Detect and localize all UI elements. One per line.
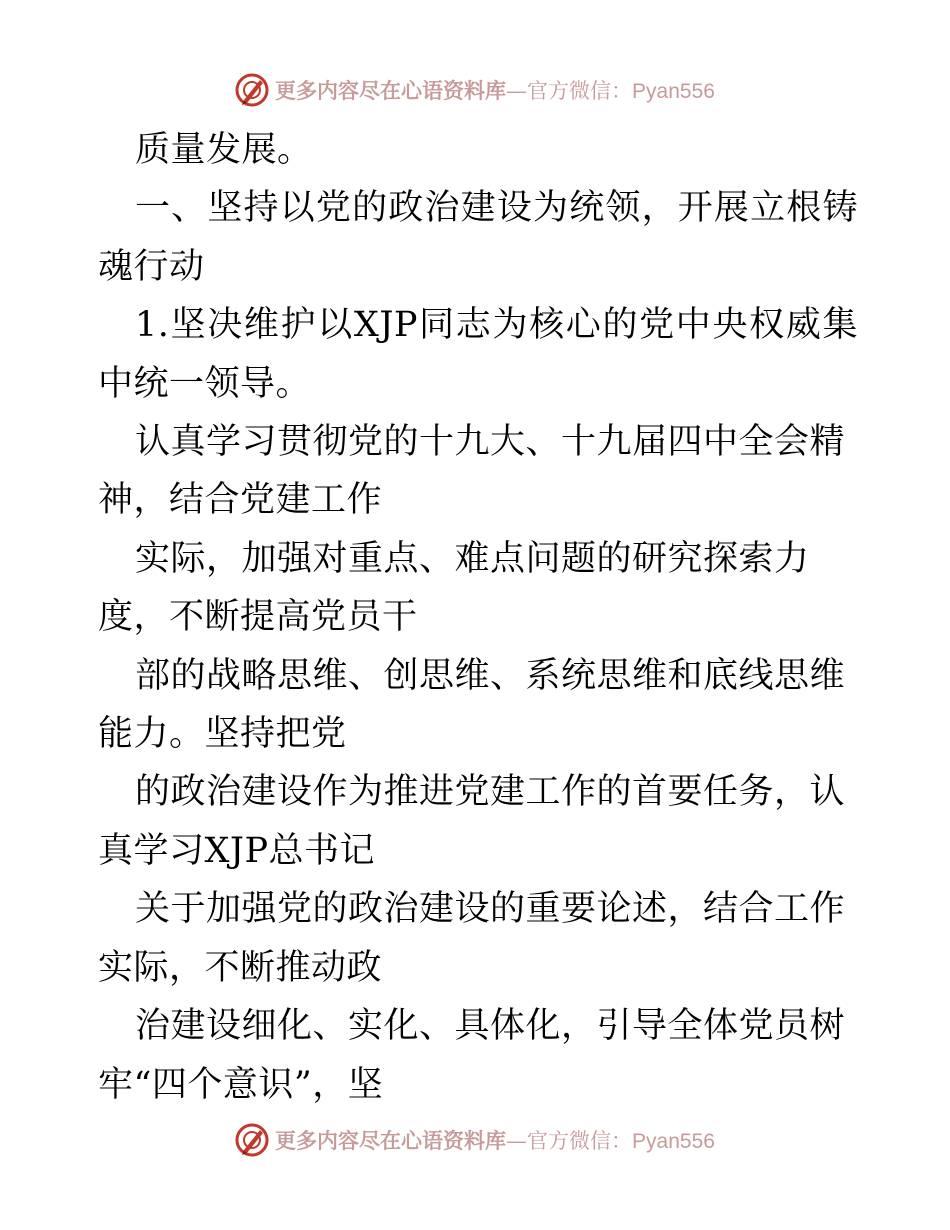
paragraph: 的政治建设作为推进党建工作的首要任务，认真学习XJP总书记 [98,772,846,871]
footer-wechat-id: Pyan556 [632,1130,715,1153]
footer-site-name: 更多内容尽在心语资料库 [275,1128,507,1153]
footer-separator: —官方微信： [506,1129,633,1153]
header-site-name: 更多内容尽在心语资料库 [275,78,507,103]
paragraph: 部的战略思维、创思维、系统思维和底线思维能力。坚持把党 [98,655,846,755]
section-heading: 一、坚持以党的政治建设为统领，开展立根铸魂行动 [98,188,858,287]
document-body [98,121,858,1114]
paragraph: 质量发展。 [135,130,313,170]
pen-logo-icon [235,1123,269,1157]
paragraph: 治建设细化、实化、具体化，引导全体党员树牢“四个意识”，坚 [98,1006,846,1105]
header-wechat-id: Pyan556 [632,80,715,103]
header-banner-text [275,75,715,105]
paragraph: 关于加强党的政治建设的重要论述，结合工作实际，不断推动政 [98,889,846,988]
footer-banner-text [275,1125,715,1155]
header-banner[interactable] [0,70,950,110]
paragraph: 实际，加强对重点、难点问题的研究探索力度，不断提高党员干 [98,538,810,638]
pen-logo-icon [235,73,269,107]
header-separator: —官方微信： [506,79,633,103]
paragraph: 认真学习贯彻党的十九大、十九届四中全会精神，结合党建工作 [98,422,846,521]
footer-banner[interactable] [0,1120,950,1160]
subsection-heading: 1.坚决维护以XJP同志为核心的党中央权威集中统一领导。 [98,305,858,404]
